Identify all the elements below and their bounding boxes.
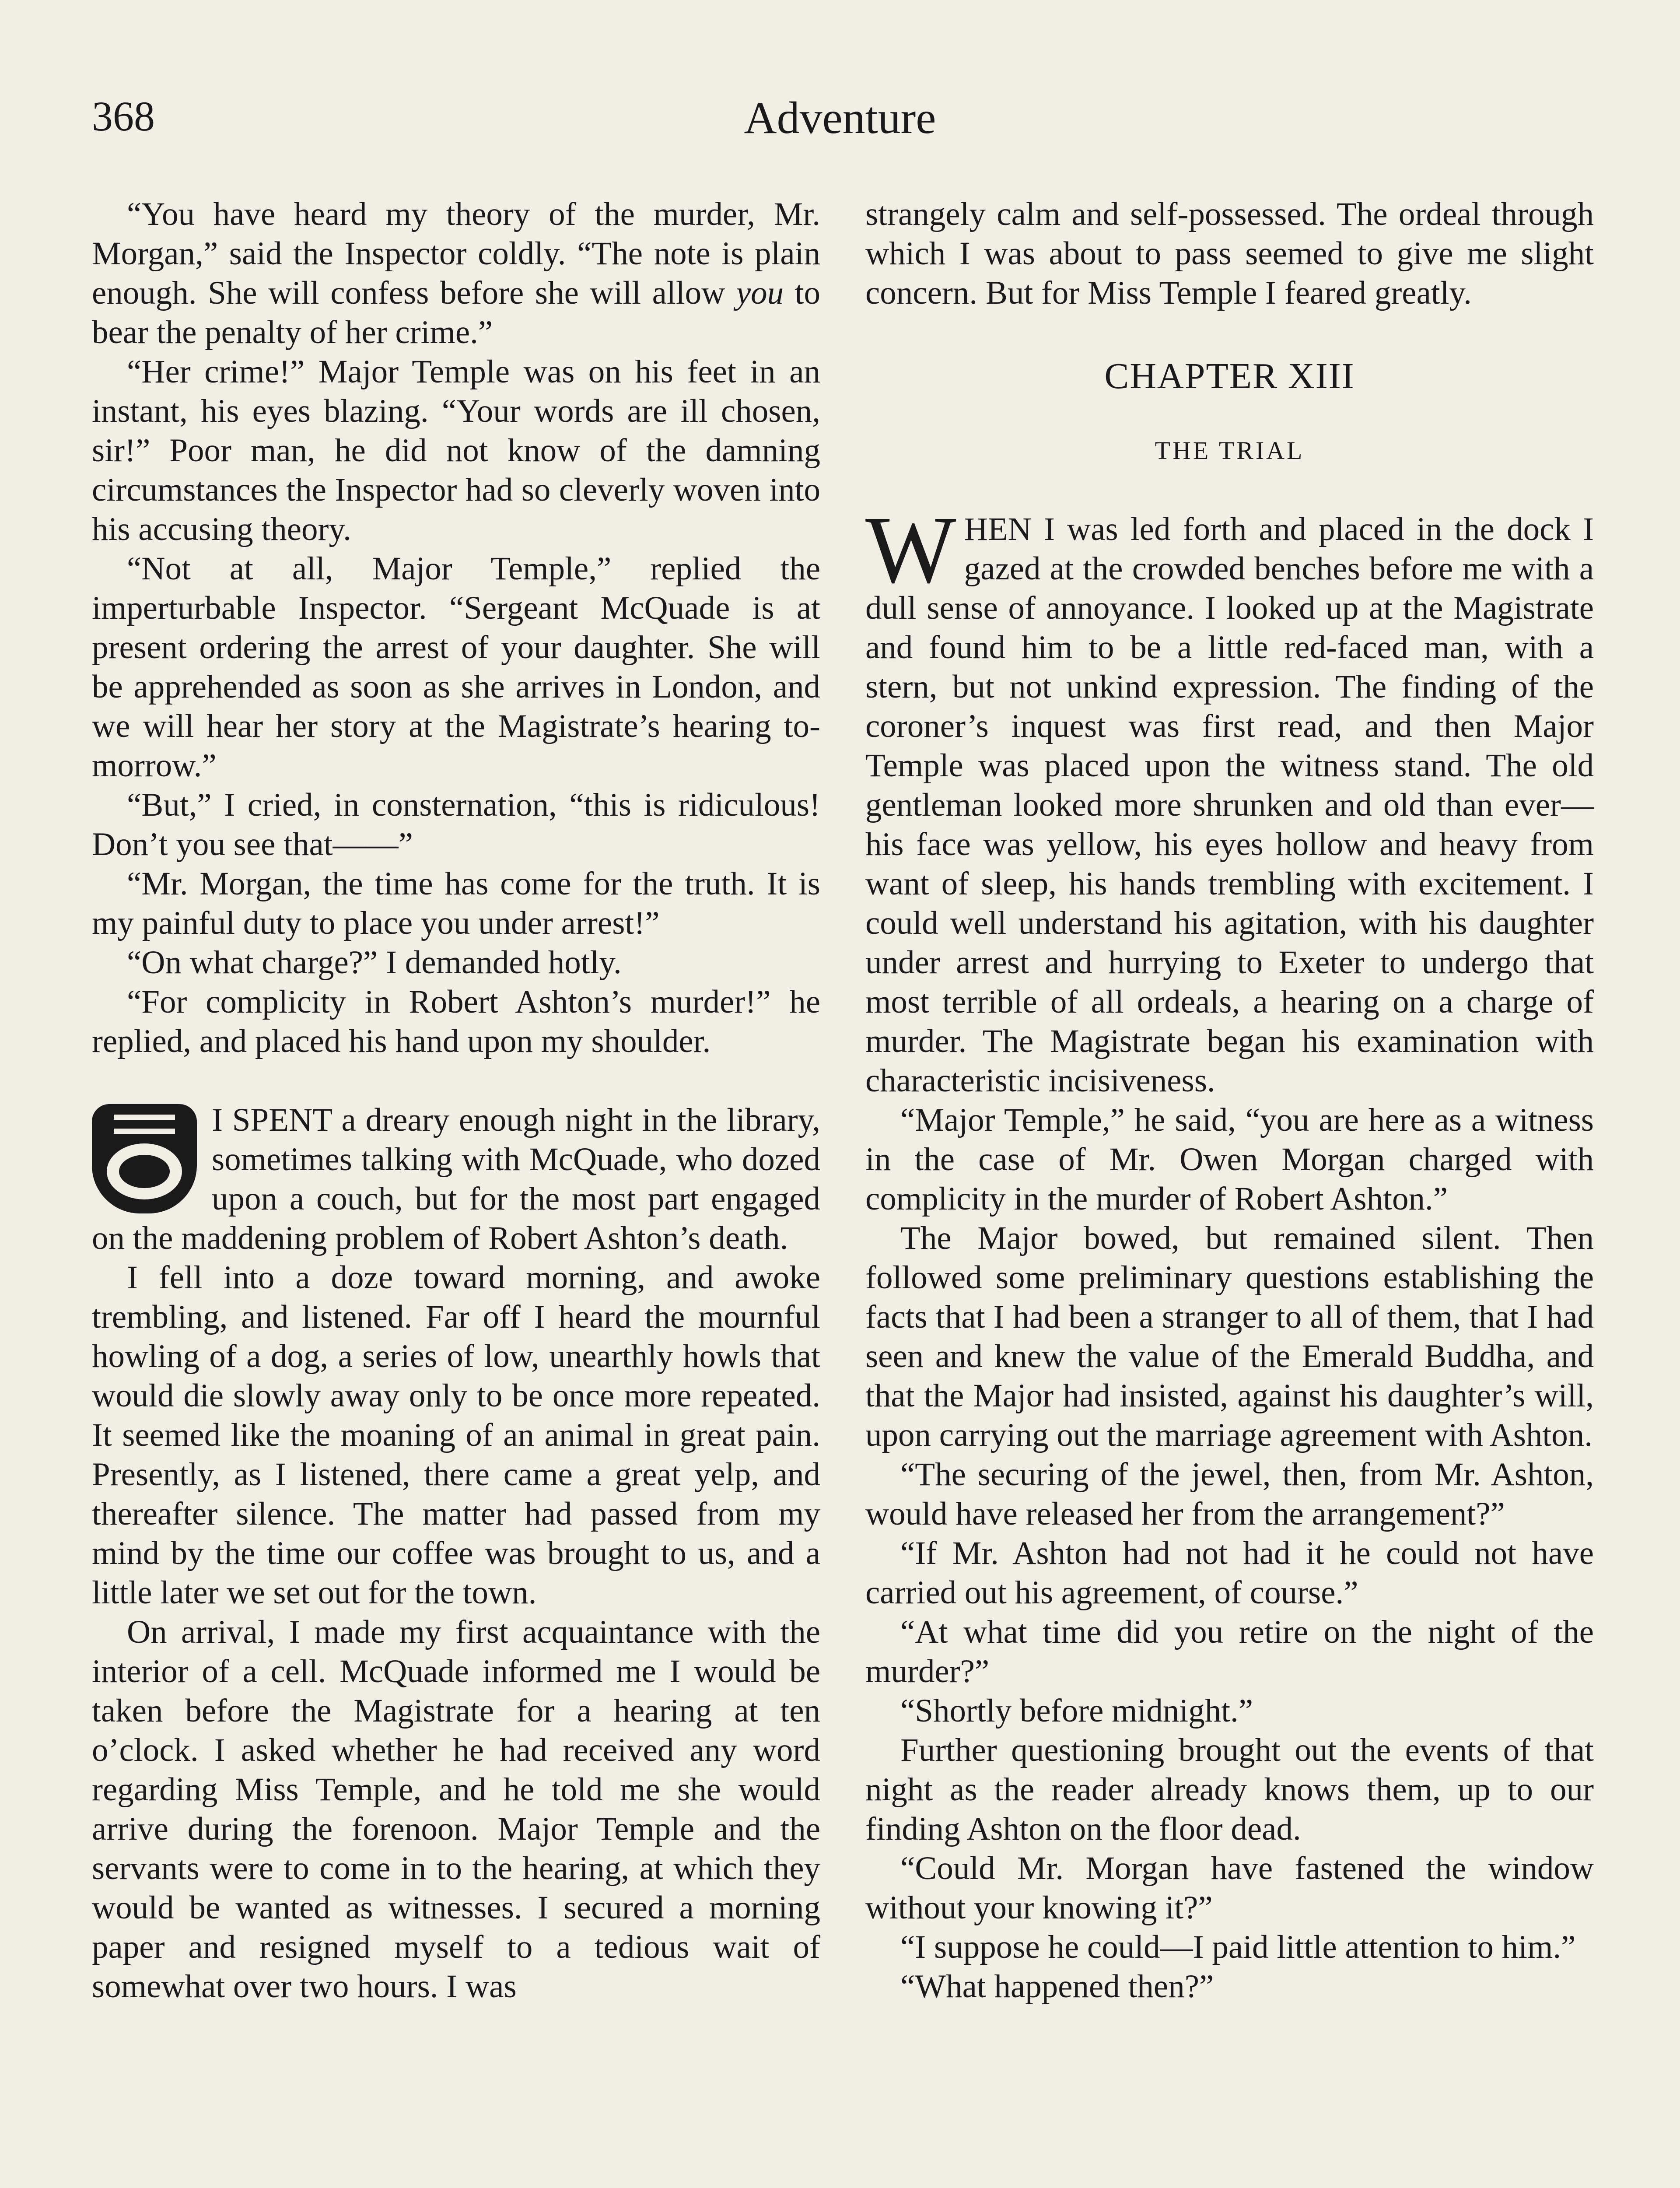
paragraph: “Mr. Morgan, the time has come for the truth. It is my painful duty to place you under arrest!” <box>92 866 820 941</box>
paragraph: “On what charge?” I demanded hotly. <box>127 944 622 981</box>
page-header <box>88 88 1592 158</box>
paragraph: “Her crime!” Major Temple was on his feet in an instant, his eyes blazing. “Your words are ill chosen, sir!” Poor man, he did not know of the damning circumstances the Inspector had so cleverly woven into his accusing theory. <box>92 354 820 547</box>
paragraph: On arrival, I made my first acquaintance with the interior of a cell. McQuade informed me I would be taken before the Magistrate for a hearing at ten o’clock. I asked whether he had received any word regarding Miss Temple, and he told me she would arrive during the forenoon. Major Temple and the servants were to come in to the hearing, at which they would be wanted as witnesses. I secured a morning paper and resigned myself to a tedious wait of somewhat over two hours. I was <box>92 1614 820 2005</box>
paragraph: “Not at all, Major Temple,” replied the imperturbable Inspector. “Sergeant McQuade is at present ordering the arrest of your daughter. She will be apprehended as soon as she arrives in London, and we will hear her story at the Magistrate’s hearing to-morrow.” <box>92 551 820 784</box>
section-break <box>92 1061 820 1101</box>
paragraph: “At what time did you retire on the night of the murder?” <box>865 1614 1594 1690</box>
paragraph: “For complicity in Robert Ashton’s murder!” he replied, and placed his hand upon my shoulder. <box>92 984 820 1059</box>
emphasis: you <box>736 275 784 311</box>
paragraph-continuation: strangely calm and self-possessed. The ordeal through which I was about to pass seemed to give me slight concern. But for Miss Temple I feared greatly. <box>865 196 1594 311</box>
paragraph: “If Mr. Ashton had not had it he could not have carried out his agreement, of course.” <box>865 1535 1594 1611</box>
paragraph: The Major bowed, but remained silent. Then followed some preliminary questions establishing the facts that I had been a stranger to all of them, that I had seen and knew the value of the Emerald Buddha, and that the Major had insisted, against his daughter’s will, upon carrying out the marriage agreement with Ashton. <box>865 1220 1594 1453</box>
left-column <box>92 195 820 2006</box>
paragraph: “The securing of the jewel, then, from Mr. Ashton, would have released her from the arrangement?” <box>865 1456 1594 1532</box>
paragraph: Further questioning brought out the events of that night as the reader already knows them, up to our finding Ashton on the floor dead. <box>865 1732 1594 1847</box>
paragraph: “Could Mr. Morgan have fastened the window without your knowing it?” <box>865 1850 1594 1926</box>
drop-cap: W <box>865 496 956 603</box>
running-title: Adventure <box>744 93 936 143</box>
chapter-opening-paragraph: WHEN I was led forth and placed in the dock I gazed at the crowded benches before me with a dull sense of annoyance. I looked up at the Magistrate and found him to be a little red-faced man, with a stern, but not unkind expression. The finding of the coroner’s inquest was first read, and then Major Temple was placed upon the witness stand. The old gentleman looked more shrunken and old than ever—his face was yellow, his eyes hollow and heavy from want of sleep, his hands trembling with excitement. I could well understand his agitation, with his daughter under arrest and hurrying to Exeter to undergo that most terrible of all ordeals, a hearing on a charge of murder. The Magistrate began his examination with characteristic incisiveness. <box>865 496 1594 1099</box>
right-column <box>865 195 1594 2006</box>
paragraph: “I suppose he could—I paid little attention to him.” <box>900 1929 1576 1965</box>
paragraph: I fell into a doze toward morning, and awoke trembling, and listened. Far off I heard the mournful howling of a dog, a series of low, unearthly howls that would die slowly away only to be once more repeated. It seemed like the moaning of an animal in great pain. Presently, as I listened, there came a great yelp, and thereafter silence. The matter had passed from my mind by the time our coffee was brought to us, and a little later we set out for the town. <box>92 1259 820 1611</box>
paragraph: “Shortly before midnight.” <box>900 1693 1253 1729</box>
paragraph: “You have heard my theory of the murder, Mr. Morgan,” said the Inspector coldly. “The note is plain enough. She will confess before she will allow you to bear the penalty of her crime.” <box>92 196 820 351</box>
paragraph: “What happened then?” <box>900 1968 1214 2005</box>
chapter-subtitle: THE TRIAL <box>1155 436 1305 465</box>
paragraph: “But,” I cried, in consternation, “this is ridiculous! Don’t you see that——” <box>92 787 820 863</box>
paragraph: “Major Temple,” he said, “you are here as a witness in the case of Mr. Owen Morgan charged with complicity in the murder of Robert Ashton.” <box>865 1102 1594 1217</box>
page-number: 368 <box>92 93 155 140</box>
ornamental-initial-icon <box>92 1104 197 1213</box>
chapter-title: CHAPTER XIII <box>1104 356 1355 396</box>
paragraph-with-ornament: I SPENT a dreary enough night in the library, sometimes talking with McQuade, who dozed upon a couch, but for the most part engaged on the maddening problem of Robert Ashton’s death. <box>92 1102 820 1256</box>
